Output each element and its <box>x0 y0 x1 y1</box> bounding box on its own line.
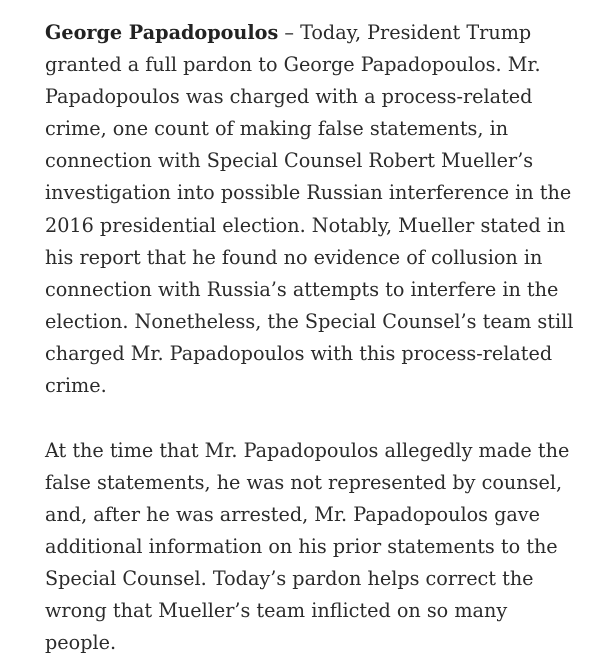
text-line: connection with Russia’s attempts to interfere in the <box>45 277 559 301</box>
paragraph-2 <box>45 435 570 660</box>
text-line: Special Counsel. Today’s pardon helps correct the <box>45 567 534 590</box>
text-line <box>45 17 565 49</box>
text-line: people. <box>45 631 117 655</box>
text-line: connection with Special Counsel Robert Mueller’s <box>45 149 534 173</box>
text-line: investigation into possible Russian interference in the <box>45 181 572 205</box>
pardon-statement <box>45 17 574 659</box>
text-line: charged Mr. Papadopoulos with this process-related <box>45 341 553 365</box>
paragraph-1 <box>45 17 574 402</box>
text-line: additional information on his prior statements to the <box>45 534 558 558</box>
text-line: and, after he was arrested, Mr. Papadopoulos gave <box>45 502 541 526</box>
text-line: crime. <box>45 374 107 398</box>
text-line: At the time that Mr. Papadopoulos allegedly made the <box>45 438 570 462</box>
text-line: Papadopoulos was charged with a process-related <box>45 85 533 109</box>
text-line: election. Nonetheless, the Special Counsel’s team still <box>45 309 574 333</box>
text-line: his report that he found no evidence of collusion in <box>45 245 543 269</box>
text-line: granted a full pardon to George Papadopoulos. Mr. <box>45 53 541 77</box>
text-line: crime, one count of making false statements, in <box>45 117 509 141</box>
text-line: wrong that Mueller’s team inflicted on so many <box>45 599 508 623</box>
subject-name: George Papadopoulos <box>45 21 279 44</box>
text-line: 2016 presidential election. Notably, Mueller stated in <box>45 213 566 237</box>
text-line-segment: – Today, President Trump <box>278 21 532 44</box>
text-line: false statements, he was not represented by counsel, <box>45 470 563 494</box>
